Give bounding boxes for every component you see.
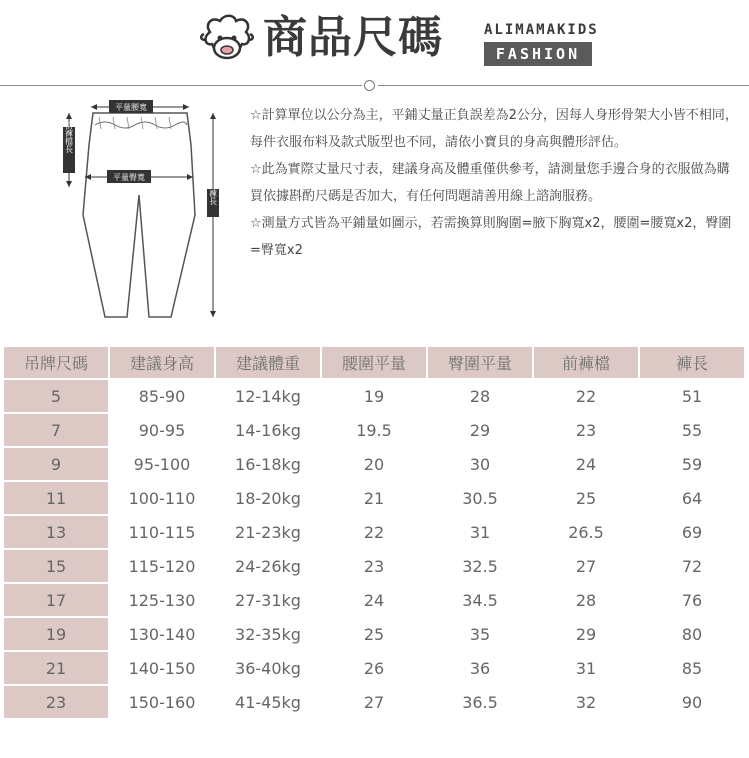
table-cell: 27 (575, 556, 597, 576)
table-cell: 28 (575, 590, 597, 610)
pants-measurement-diagram (55, 95, 235, 325)
size-chart-table (2, 345, 746, 720)
table-cell: 24-26kg (235, 556, 301, 576)
table-cell: 16-18kg (235, 454, 301, 474)
note-3: ☆測量方式皆為平鋪量如圖示，若需換算則胸圍=腋下胸寬x2，腰圍=腰寬x2，臀圍=臀寬x2 (250, 216, 732, 258)
table-header-row (4, 347, 744, 378)
table-cell: 28 (469, 386, 491, 406)
table-cell: 18-20kg (235, 488, 301, 508)
table-cell: 29 (469, 420, 491, 440)
table-cell: 59 (681, 454, 703, 474)
table-cell: 95-100 (133, 454, 191, 474)
table-cell: 36 (469, 658, 491, 678)
table-row (4, 652, 744, 684)
table-cell: 25 (575, 488, 597, 508)
table-cell: 125-130 (128, 590, 196, 610)
table-cell: 22 (575, 386, 597, 406)
tag-size-cell: 11 (4, 482, 108, 514)
tag-size-cell: 5 (4, 380, 108, 412)
table-cell: 30 (469, 454, 491, 474)
table-cell: 30.5 (462, 488, 498, 508)
tag-size-cell: 19 (4, 618, 108, 650)
table-row (4, 482, 744, 514)
table-cell: 140-150 (128, 658, 196, 678)
table-cell: 51 (681, 386, 703, 406)
table-cell: 31 (575, 658, 597, 678)
table-cell: 21-23kg (235, 522, 301, 542)
sheep-face-icon (200, 14, 254, 64)
table-cell: 32-35kg (235, 624, 301, 644)
table-cell: 69 (681, 522, 703, 542)
table-cell: 115-120 (128, 556, 196, 576)
brand-name: ALIMAMAKIDS (484, 22, 599, 38)
table-cell: 64 (681, 488, 703, 508)
tag-size-cell: 23 (4, 686, 108, 718)
table-row (4, 550, 744, 582)
note-1: ☆計算單位以公分為主，平鋪丈量正負誤差為2公分，因每人身形骨架大小皆不相同，每件衣服布料及款式版型也不同，請依小寶貝的身高與體形評估。 (250, 108, 738, 150)
table-cell: 130-140 (128, 624, 196, 644)
table-cell: 19.5 (356, 420, 392, 440)
table-cell: 25 (363, 624, 385, 644)
table-cell: 23 (363, 556, 385, 576)
fashion-badge: FASHION (484, 42, 592, 66)
waist-label: 平量腰寬 (115, 103, 147, 112)
header-tag-size: 吊牌尺碼 (4, 347, 108, 378)
divider-left (0, 85, 362, 86)
table-cell: 32.5 (462, 556, 498, 576)
tag-size-cell: 17 (4, 584, 108, 616)
table-cell: 29 (575, 624, 597, 644)
table-row (4, 414, 744, 446)
divider-circle-icon (364, 80, 375, 91)
table-cell: 72 (681, 556, 703, 576)
table-cell: 24 (363, 590, 385, 610)
table-cell: 35 (469, 624, 491, 644)
size-notes (250, 102, 740, 264)
length-label: 褲長 (208, 189, 218, 205)
table-row (4, 380, 744, 412)
table-cell: 26 (363, 658, 385, 678)
table-cell: 36-40kg (235, 658, 301, 678)
table-cell: 31 (469, 522, 491, 542)
table-cell: 27-31kg (235, 590, 301, 610)
table-cell: 26.5 (568, 522, 604, 542)
table-cell: 19 (363, 386, 385, 406)
header-rise: 前褲檔 (534, 347, 638, 378)
note-2: ☆此為實際丈量尺寸表，建議身高及體重僅供參考，請測量您手邊合身的衣服做為購買依據斟酌尺碼是否加大，有任何問題請善用線上諮詢服務。 (250, 162, 730, 204)
page-header (0, 0, 749, 80)
header-length: 褲長 (640, 347, 744, 378)
table-cell: 41-45kg (235, 692, 301, 712)
table-cell: 21 (363, 488, 385, 508)
table-row (4, 448, 744, 480)
tag-size-cell: 7 (4, 414, 108, 446)
page-title: 商品尺碼 (263, 12, 443, 63)
table-cell: 27 (363, 692, 385, 712)
header-height: 建議身高 (110, 347, 214, 378)
header-waist: 腰圍平量 (322, 347, 426, 378)
tag-size-cell: 21 (4, 652, 108, 684)
table-cell: 36.5 (462, 692, 498, 712)
table-cell: 23 (575, 420, 597, 440)
header-hip: 臀圍平量 (428, 347, 532, 378)
table-cell: 76 (681, 590, 703, 610)
table-cell: 24 (575, 454, 597, 474)
table-cell: 14-16kg (235, 420, 301, 440)
tag-size-cell: 15 (4, 550, 108, 582)
divider-right (378, 85, 749, 86)
table-cell: 55 (681, 420, 703, 440)
table-cell: 85 (681, 658, 703, 678)
table-row (4, 516, 744, 548)
table-cell: 32 (575, 692, 597, 712)
table-row (4, 618, 744, 650)
table-row (4, 686, 744, 718)
hip-label: 平量臀寬 (113, 173, 145, 182)
table-cell: 85-90 (138, 386, 186, 406)
tag-size-cell: 9 (4, 448, 108, 480)
table-cell: 12-14kg (235, 386, 301, 406)
tag-size-cell: 13 (4, 516, 108, 548)
table-cell: 20 (363, 454, 385, 474)
table-cell: 90 (681, 692, 703, 712)
table-cell: 34.5 (462, 590, 498, 610)
rise-label: 前褲檔長 (64, 121, 74, 153)
table-cell: 22 (363, 522, 385, 542)
header-weight: 建議體重 (216, 347, 320, 378)
table-cell: 80 (681, 624, 703, 644)
table-cell: 110-115 (128, 522, 196, 542)
table-row (4, 584, 744, 616)
table-cell: 150-160 (128, 692, 196, 712)
table-cell: 90-95 (138, 420, 186, 440)
table-cell: 100-110 (128, 488, 196, 508)
